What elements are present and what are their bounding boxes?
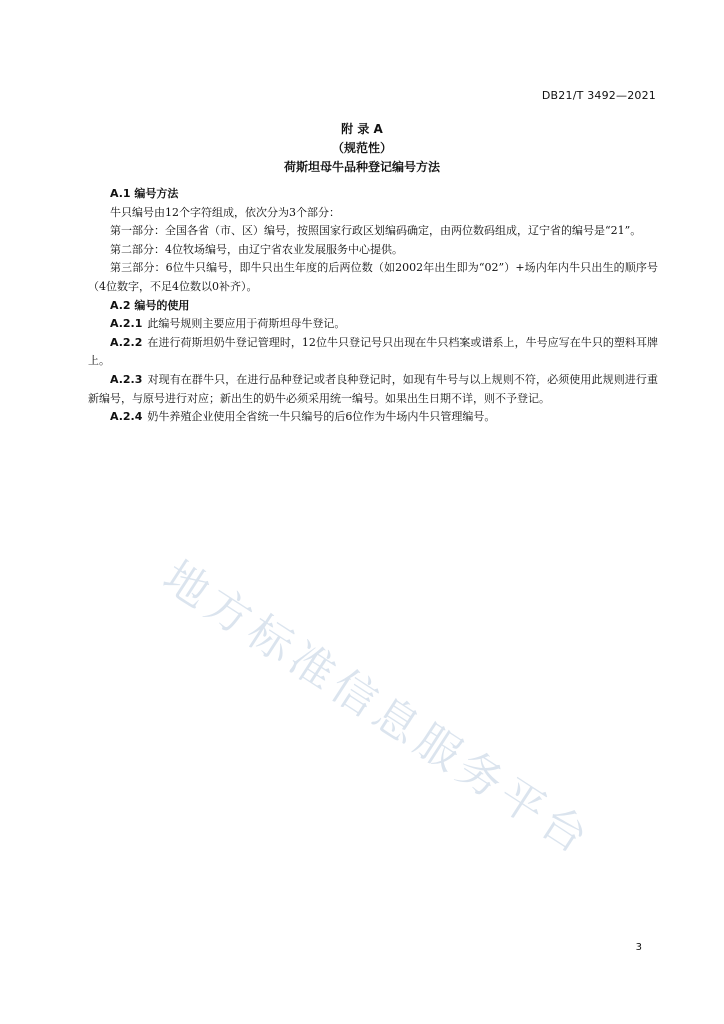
- paragraph: 第三部分：6位牛只编号，即牛只出生年度的后两位数（如2002年出生即为“02”）+场内年内牛只出生的顺序号（4位数字，不足4位数以0补齐）。: [88, 261, 658, 293]
- section-heading-a2: A.2 编号的使用: [110, 298, 190, 312]
- clause-a2-2: [88, 334, 658, 371]
- document-body: [88, 185, 658, 427]
- annex-label: 附 录 A: [341, 122, 383, 136]
- paragraph: 第一部分：全国各省（市、区）编号，按照国家行政区划编码确定，由两位数码组成，辽宁省的编号是“21”。: [110, 224, 642, 238]
- paragraph: 牛只编号由12个字符组成，依次分为3个部分：: [110, 205, 340, 219]
- document-code: DB21/T 3492—2021: [541, 89, 656, 102]
- annex-nature: （规范性）: [331, 141, 392, 155]
- page-number: 3: [635, 942, 642, 953]
- clause-number: A.2.1: [110, 317, 143, 331]
- clause-text: 奶牛养殖企业使用全省统一牛只编号的后6位作为牛场内牛只管理编号。: [147, 410, 496, 424]
- clause-text: 此编号规则主要应用于荷斯坦母牛登记。: [147, 317, 346, 331]
- watermark: 地方标准信息服务平台: [153, 551, 602, 867]
- clause-text: 对现有在群牛只，在进行品种登记或者良种登记时，如现有牛号与以上规则不符，必须使用此规则进行重新编号，与原号进行对应；新出生的奶牛必须采用统一编号。如果出生日期不详，则不予登记。: [88, 372, 658, 405]
- clause-a2-1: [88, 315, 658, 334]
- clause-a2-4: [88, 408, 658, 427]
- clause-a2-3: [88, 371, 658, 408]
- clause-number: A.2.3: [110, 372, 143, 386]
- section-heading-a1: A.1 编号方法: [110, 187, 179, 200]
- annex-title-block: [0, 120, 724, 177]
- paragraph: 第二部分：4位牧场编号，由辽宁省农业发展服务中心提供。: [110, 242, 403, 256]
- annex-title: 荷斯坦母牛品种登记编号方法: [283, 160, 440, 174]
- clause-number: A.2.2: [110, 335, 143, 349]
- clause-text: 在进行荷斯坦奶牛登记管理时，12位牛只登记号只出现在牛只档案或谱系上，牛号应写在牛只的塑料耳牌上。: [88, 335, 658, 368]
- clause-number: A.2.4: [110, 410, 143, 424]
